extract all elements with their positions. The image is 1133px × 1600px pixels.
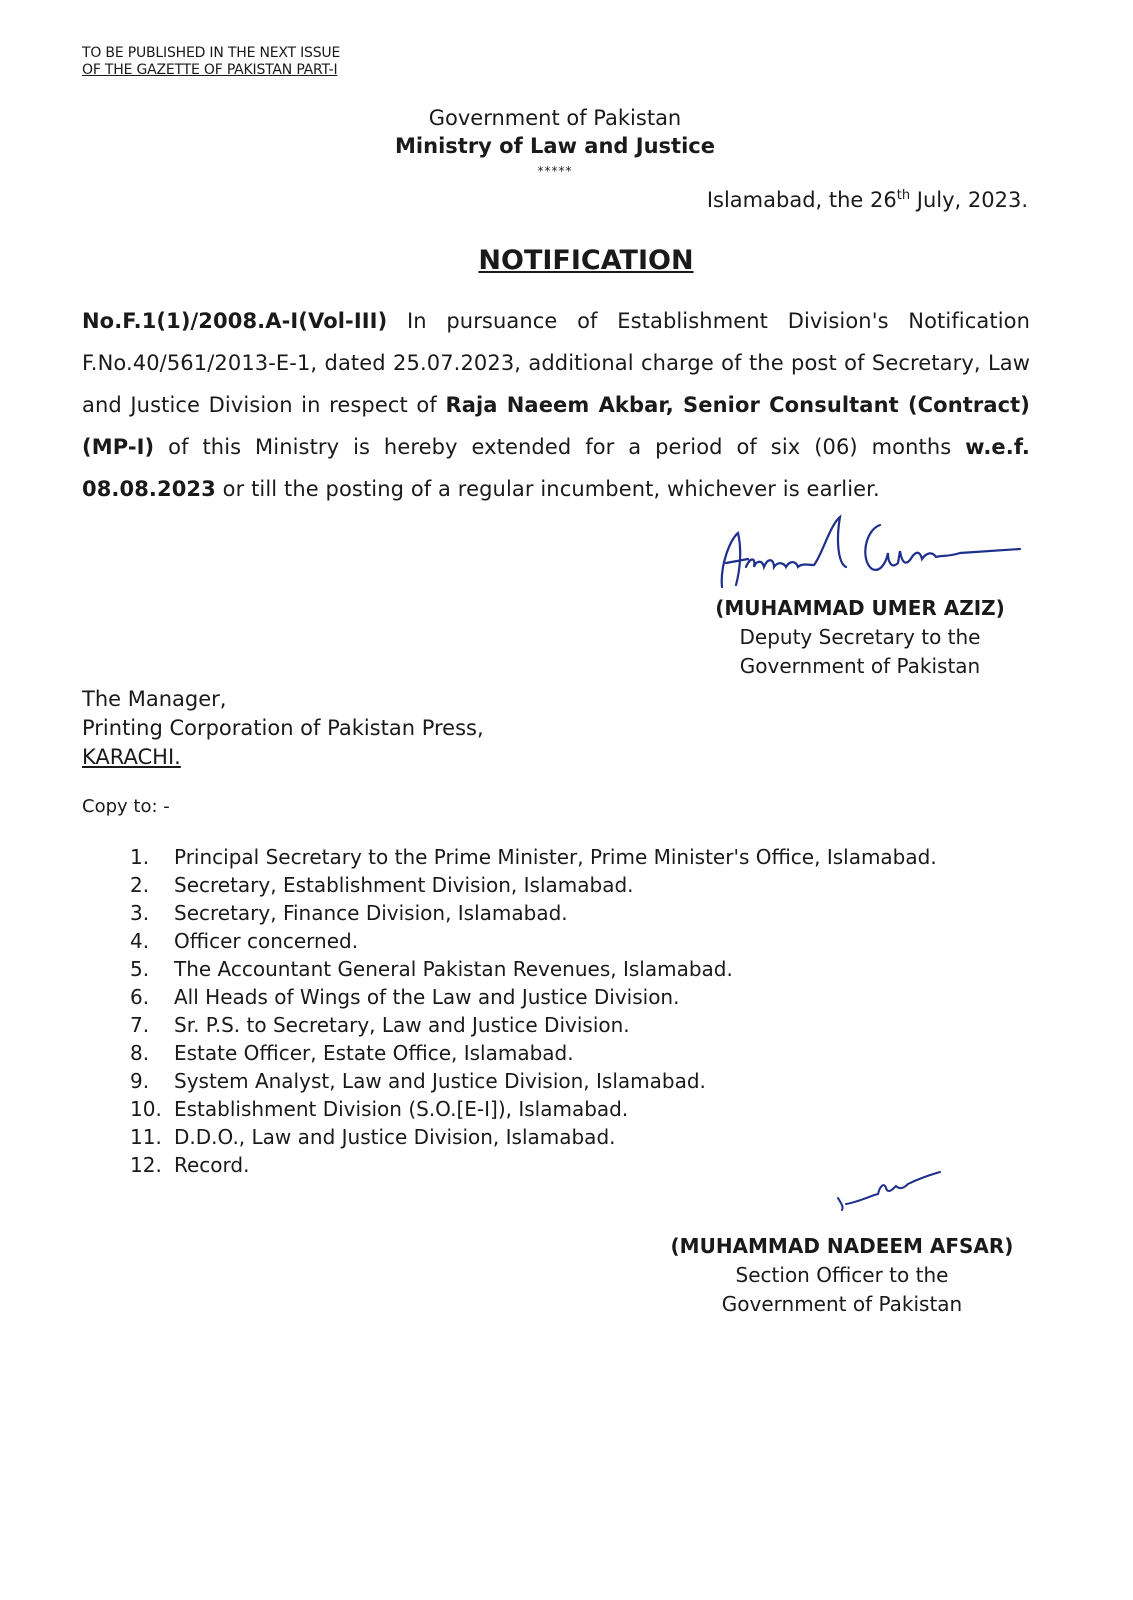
publication-line-1: TO BE PUBLISHED IN THE NEXT ISSUE: [82, 45, 341, 61]
reference-number: No.F.1(1)/2008.A-I(Vol-III): [82, 309, 388, 333]
addressee: [82, 685, 484, 772]
list-item-number: 7.: [130, 1013, 150, 1037]
officer-name: Raja Naeem Akbar, Senior Consultant (Contract) (MP-I): [82, 393, 1031, 459]
list-item-number: 8.: [130, 1041, 150, 1065]
list-item: [130, 1123, 937, 1151]
list-item-number: 12.: [130, 1153, 162, 1177]
body-text-3: or till the posting of a regular incumbent, whichever is earlier.: [215, 477, 880, 501]
list-item-number: 3.: [130, 901, 150, 925]
list-item-text: Sr. P.S. to Secretary, Law and Justice Division.: [174, 1013, 630, 1037]
list-item-text: All Heads of Wings of the Law and Justice Division.: [174, 985, 680, 1009]
signatory-1-name: (MUHAMMAD UMER AZIZ): [715, 596, 1005, 620]
notification-body: [82, 300, 1030, 510]
list-item: [130, 899, 937, 927]
list-item-text: Secretary, Establishment Division, Islamabad.: [174, 873, 634, 897]
effective-date: w.e.f. 08.08.2023: [82, 435, 1030, 501]
signatory-1-org: Government of Pakistan: [739, 654, 981, 678]
list-item: [130, 955, 937, 983]
list-item-number: 4.: [130, 929, 150, 953]
list-item-text: Estate Officer, Estate Office, Islamabad.: [174, 1041, 574, 1065]
list-item: [130, 871, 937, 899]
list-item: [130, 1151, 937, 1179]
list-item-number: 2.: [130, 873, 150, 897]
body-text-1: In pursuance of Establishment Division's Notification F.No.40/561/2013-E-1, dated 25.07.2023, additional charge of the post of Secretary, Law and Justice Division in respect of: [82, 309, 1030, 417]
date-suffix: July, 2023.: [910, 188, 1028, 212]
issue-date: [707, 188, 1028, 212]
ministry-heading: Ministry of Law and Justice: [395, 134, 715, 158]
publication-line-2: OF THE GAZETTE OF PAKISTAN PART-I: [82, 62, 338, 78]
list-item-text: Officer concerned.: [174, 929, 359, 953]
addressee-line-1: The Manager,: [82, 687, 227, 711]
date-ordinal: th: [896, 188, 911, 203]
signatory-2-org: Government of Pakistan: [721, 1292, 963, 1316]
addressee-line-2: Printing Corporation of Pakistan Press,: [82, 716, 484, 740]
signatory-1-role: Deputy Secretary to the: [739, 625, 981, 649]
signatory-2-name: (MUHAMMAD NADEEM AFSAR): [670, 1234, 1014, 1258]
list-item-number: 6.: [130, 985, 150, 1009]
header-stars: *****: [537, 164, 573, 178]
government-heading: Government of Pakistan: [428, 106, 682, 130]
body-text-2: of this Ministry is hereby extended for a period of six (06) months: [154, 435, 966, 459]
list-item: [130, 1067, 937, 1095]
signature-nadeem-afsar: [830, 1168, 945, 1216]
list-item: [130, 1011, 937, 1039]
list-item: [130, 1039, 937, 1067]
list-item: [130, 983, 937, 1011]
list-item: [130, 927, 937, 955]
notification-title: NOTIFICATION: [478, 245, 694, 276]
list-item-text: Record.: [174, 1153, 250, 1177]
list-item-number: 1.: [130, 845, 150, 869]
list-item-number: 9.: [130, 1069, 150, 1093]
list-item-text: Principal Secretary to the Prime Minister, Prime Minister's Office, Islamabad.: [174, 845, 937, 869]
addressee-line-3: KARACHI.: [82, 745, 181, 769]
list-item-text: The Accountant General Pakistan Revenues, Islamabad.: [174, 957, 733, 981]
list-item: [130, 843, 937, 871]
list-item-number: 10.: [130, 1097, 162, 1121]
copy-to-label: Copy to: -: [82, 796, 170, 817]
list-item-number: 11.: [130, 1125, 162, 1149]
copy-to-list: [130, 843, 937, 1179]
signatory-2-role: Section Officer to the: [735, 1263, 949, 1287]
list-item-number: 5.: [130, 957, 150, 981]
list-item-text: Establishment Division (S.O.[E-I]), Islamabad.: [174, 1097, 629, 1121]
signature-umer-aziz: [690, 505, 1030, 595]
list-item-text: Secretary, Finance Division, Islamabad.: [174, 901, 568, 925]
date-prefix: Islamabad, the 26: [706, 188, 897, 212]
list-item: [130, 1095, 937, 1123]
publication-note: [82, 45, 340, 79]
list-item-text: System Analyst, Law and Justice Division, Islamabad.: [174, 1069, 706, 1093]
list-item-text: D.D.O., Law and Justice Division, Islamabad.: [174, 1125, 616, 1149]
